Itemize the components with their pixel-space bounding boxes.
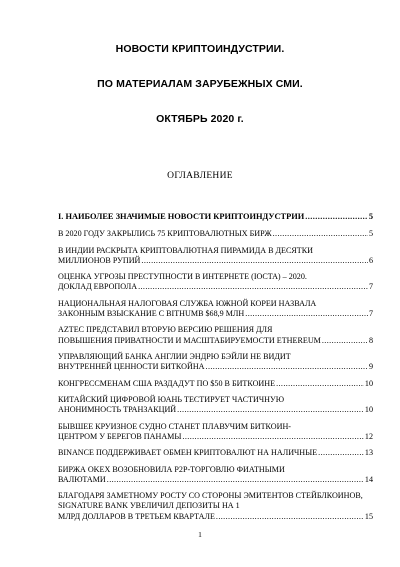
toc-entry-page: 10 xyxy=(364,405,373,415)
toc-entry-title-line: В ИНДИИ РАСКРЫТА КРИПТОВАЛЮТНАЯ ПИРАМИДА В ДЕСЯТКИ xyxy=(58,245,313,255)
toc-entry[interactable] xyxy=(58,299,373,319)
toc-entry-title: ВАЛЮТАМИ xyxy=(58,474,106,484)
toc-entry-title-line: БИРЖА OKEX ВОЗОБНОВИЛА P2P-ТОРГОВЛЮ ФИАТНЫМИ xyxy=(58,464,285,474)
toc-entry[interactable] xyxy=(58,229,373,239)
table-of-contents xyxy=(58,212,373,528)
toc-leader-dots xyxy=(305,212,368,222)
toc-entry-title: КОНГРЕССМЕНАМ США РАЗДАДУТ ПО $50 В БИТКОИНЕ xyxy=(58,378,276,388)
toc-leader-dots xyxy=(141,256,368,266)
toc-leader-dots xyxy=(273,229,368,239)
toc-entry-title-line: КИТАЙСКИЙ ЦИФРОВОЙ ЮАНЬ ТЕСТИРУЕТ ЧАСТИЧНУЮ xyxy=(58,394,285,404)
toc-leader-dots xyxy=(107,475,364,485)
document-date: ОКТЯБРЬ 2020 г. xyxy=(156,113,244,125)
toc-entry-page: 7 xyxy=(368,282,373,292)
toc-title: ОГЛАВЛЕНИЕ xyxy=(167,171,233,181)
toc-entry-title: I. НАИБОЛЕЕ ЗНАЧИМЫЕ НОВОСТИ КРИПТОИНДУСТРИИ xyxy=(58,212,305,221)
toc-entry-page: 13 xyxy=(364,448,373,458)
toc-entry-page: 8 xyxy=(368,335,373,345)
toc-entry-title-line: AZTEC ПРЕДСТАВИЛ ВТОРУЮ ВЕРСИЮ РЕШЕНИЯ ДЛЯ xyxy=(58,325,273,335)
toc-entry-page: 9 xyxy=(368,362,373,372)
toc-entry-page: 7 xyxy=(368,308,373,318)
toc-entry-page: 5 xyxy=(368,212,373,221)
toc-entry-title-line: НАЦИОНАЛЬНАЯ НАЛОГОВАЯ СЛУЖБА ЮЖНОЙ КОРЕИ НАЗВАЛА xyxy=(58,298,317,308)
toc-entry-title: ПОВЫШЕНИЯ ПРИВАТНОСТИ И МАСШТАБИРУЕМОСТИ ETHEREUM xyxy=(58,335,321,345)
toc-entry[interactable] xyxy=(58,379,373,389)
toc-entry-title: МЛРД ДОЛЛАРОВ В ТРЕТЬЕМ КВАРТАЛЕ xyxy=(58,511,215,521)
page-number: 1 xyxy=(198,530,202,539)
document-title: НОВОСТИ КРИПТОИНДУСТРИИ. xyxy=(115,43,285,55)
toc-leader-dots xyxy=(177,405,364,415)
toc-entry-title-line: БЛАГОДАРЯ ЗАМЕТНОМУ РОСТУ СО СТОРОНЫ ЭМИТЕНТОВ СТЕЙБЛКОИНОВ, SIGNATURE BANK УВЕЛИЧИЛ ДЕПОЗИТЫ НА 1 xyxy=(58,491,363,511)
toc-entry[interactable] xyxy=(58,246,373,266)
toc-entry-title: МИЛЛИОНОВ РУПИЙ xyxy=(58,255,141,265)
toc-leader-dots xyxy=(322,336,368,346)
toc-entry-title-line: УПРАВЛЯЮЩИЙ БАНКА АНГЛИИ ЭНДРЮ БЭЙЛИ НЕ ВИДИТ xyxy=(58,351,291,361)
toc-entry-section-1[interactable] xyxy=(58,212,373,222)
toc-entry-title: ВНУТРЕННЕЙ ЦЕННОСТИ БИТКОЙНА xyxy=(58,362,205,372)
toc-entry[interactable] xyxy=(58,395,373,415)
toc-entry-page: 14 xyxy=(364,474,373,484)
toc-leader-dots xyxy=(182,432,363,442)
toc-entry[interactable] xyxy=(58,325,373,345)
toc-entry-page: 12 xyxy=(364,431,373,441)
toc-entry-page: 15 xyxy=(364,511,373,521)
toc-entry-page: 6 xyxy=(368,255,373,265)
toc-entry-title: ДОКЛАД ЕВРОПОЛА xyxy=(58,282,138,292)
toc-entry-title: BINANCE ПОДДЕРЖИВАЕТ ОБМЕН КРИПТОВАЛЮТ НА НАЛИЧНЫЕ xyxy=(58,448,318,458)
toc-entry[interactable] xyxy=(58,448,373,458)
toc-entry-title: В 2020 ГОДУ ЗАКРЫЛИСЬ 75 КРИПТОВАЛЮТНЫХ БИРЖ xyxy=(58,229,272,239)
toc-entry-title: ЗАКОННЫМ ВЗЫСКАНИЕ С BITHUMB $68,9 МЛН xyxy=(58,308,245,318)
toc-leader-dots xyxy=(216,512,364,522)
toc-entry[interactable] xyxy=(58,465,373,485)
toc-entry-page: 5 xyxy=(368,229,373,239)
toc-leader-dots xyxy=(206,362,368,372)
toc-entry[interactable] xyxy=(58,272,373,292)
toc-entry-title: АНОНИМНОСТЬ ТРАНЗАКЦИЙ xyxy=(58,405,177,415)
toc-entry[interactable] xyxy=(58,422,373,442)
toc-entry-title: ЦЕНТРОМ У БЕРЕГОВ ПАНАМЫ xyxy=(58,431,182,441)
toc-entry-title-line: БЫВШЕЕ КРУИЗНОЕ СУДНО СТАНЕТ ПЛАВУЧИМ БИТКОИН- xyxy=(58,421,291,431)
toc-entry[interactable] xyxy=(58,491,373,522)
toc-leader-dots xyxy=(138,282,368,292)
toc-entry-title-line: ОЦЕНКА УГРОЗЫ ПРЕСТУПНОСТИ В ИНТЕРНЕТЕ (IOCTA) – 2020. xyxy=(58,272,307,282)
toc-leader-dots xyxy=(245,309,368,319)
toc-entry-page: 10 xyxy=(364,378,373,388)
document-subtitle: ПО МАТЕРИАЛАМ ЗАРУБЕЖНЫХ СМИ. xyxy=(97,78,303,90)
toc-entry[interactable] xyxy=(58,352,373,372)
toc-leader-dots xyxy=(276,379,364,389)
toc-leader-dots xyxy=(318,448,364,458)
